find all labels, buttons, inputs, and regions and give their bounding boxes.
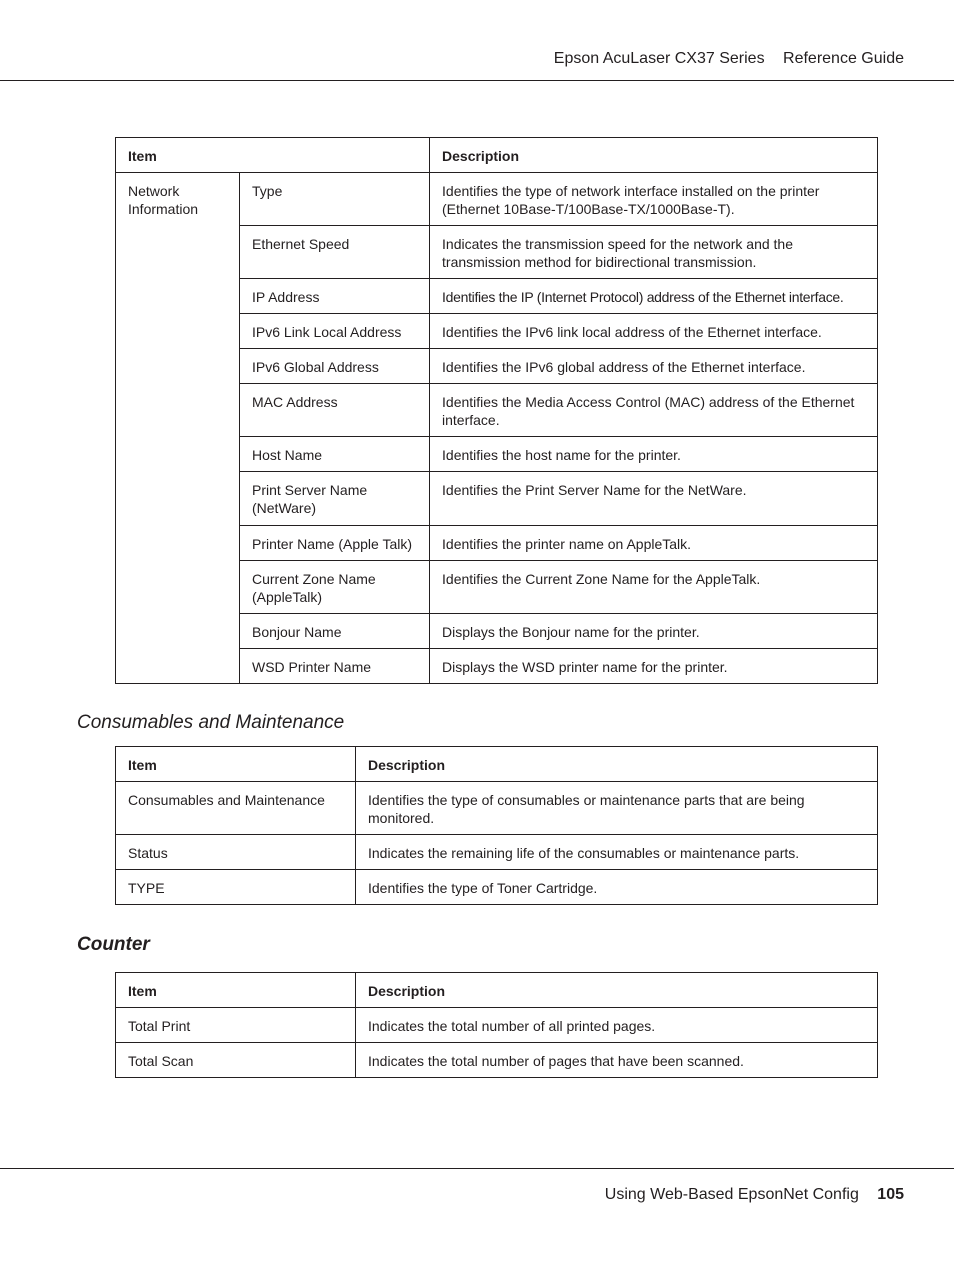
header-item: Item	[116, 747, 356, 782]
footer-section: Using Web-Based EpsonNet Config	[604, 1186, 859, 1203]
item-cell: Print Server Name (NetWare)	[240, 472, 430, 526]
description-cell: Identifies the IP (Internet Protocol) address of the Ethernet interface.	[430, 279, 878, 314]
item-cell: TYPE	[116, 870, 356, 905]
table-header-row	[116, 973, 878, 1008]
description-cell: Identifies the Media Access Control (MAC) address of the Ethernet interface.	[430, 384, 878, 437]
section-heading-counter: Counter	[77, 934, 150, 955]
counter-table	[115, 972, 878, 1078]
item-cell: Type	[240, 173, 430, 226]
table-row	[116, 835, 878, 870]
running-header	[540, 50, 904, 68]
guide-name: Reference Guide	[783, 50, 904, 67]
header-description: Description	[430, 138, 878, 173]
header-rule	[0, 80, 954, 81]
item-cell: Status	[116, 835, 356, 870]
header-item: Item	[116, 138, 430, 173]
table-row	[116, 782, 878, 835]
description-cell: Displays the WSD printer name for the printer.	[430, 649, 878, 684]
group-cell: Network Information	[116, 173, 240, 684]
table-row	[116, 1008, 878, 1043]
description-cell: Identifies the IPv6 global address of the Ethernet interface.	[430, 349, 878, 384]
description-cell: Identifies the type of Toner Cartridge.	[356, 870, 878, 905]
item-cell: Current Zone Name (AppleTalk)	[240, 561, 430, 614]
product-name: Epson AcuLaser CX37 Series	[553, 50, 765, 67]
description-cell: Identifies the type of consumables or maintenance parts that are being monitored.	[356, 782, 878, 835]
consumables-table	[115, 746, 878, 905]
table-header-row	[116, 747, 878, 782]
table-row	[116, 173, 878, 226]
table-row	[116, 1043, 878, 1078]
item-cell: Bonjour Name	[240, 614, 430, 649]
description-cell: Indicates the remaining life of the consumables or maintenance parts.	[356, 835, 878, 870]
item-cell: Total Print	[116, 1008, 356, 1043]
item-cell: IPv6 Link Local Address	[240, 314, 430, 349]
section-heading-consumables: Consumables and Maintenance	[77, 712, 345, 733]
item-cell: Total Scan	[116, 1043, 356, 1078]
footer-rule	[0, 1168, 954, 1169]
description-cell: Indicates the total number of all printed pages.	[356, 1008, 878, 1043]
page-number: 105	[877, 1186, 904, 1203]
item-cell: Consumables and Maintenance	[116, 782, 356, 835]
item-cell: IP Address	[240, 279, 430, 314]
item-cell: Host Name	[240, 437, 430, 472]
header-item: Item	[116, 973, 356, 1008]
description-cell: Indicates the total number of pages that have been scanned.	[356, 1043, 878, 1078]
description-cell: Identifies the IPv6 link local address of the Ethernet interface.	[430, 314, 878, 349]
item-cell: Printer Name (Apple Talk)	[240, 526, 430, 561]
description-cell: Identifies the Current Zone Name for the AppleTalk.	[430, 561, 878, 614]
running-footer	[605, 1186, 904, 1204]
item-cell: WSD Printer Name	[240, 649, 430, 684]
item-cell: MAC Address	[240, 384, 430, 437]
item-cell: Ethernet Speed	[240, 226, 430, 279]
description-cell: Displays the Bonjour name for the printer.	[430, 614, 878, 649]
table-header-row	[116, 138, 878, 173]
table-row	[116, 870, 878, 905]
description-cell: Indicates the transmission speed for the network and the transmission method for bidirectional transmission.	[430, 226, 878, 279]
header-description: Description	[356, 973, 878, 1008]
description-cell: Identifies the printer name on AppleTalk.	[430, 526, 878, 561]
header-description: Description	[356, 747, 878, 782]
item-cell: IPv6 Global Address	[240, 349, 430, 384]
description-cell: Identifies the host name for the printer.	[430, 437, 878, 472]
network-information-table	[115, 137, 878, 684]
description-cell: Identifies the type of network interface installed on the printer (Ethernet 10Base-T/100Base-TX/1000Base-T).	[430, 173, 878, 226]
description-cell: Identifies the Print Server Name for the NetWare.	[430, 472, 878, 526]
